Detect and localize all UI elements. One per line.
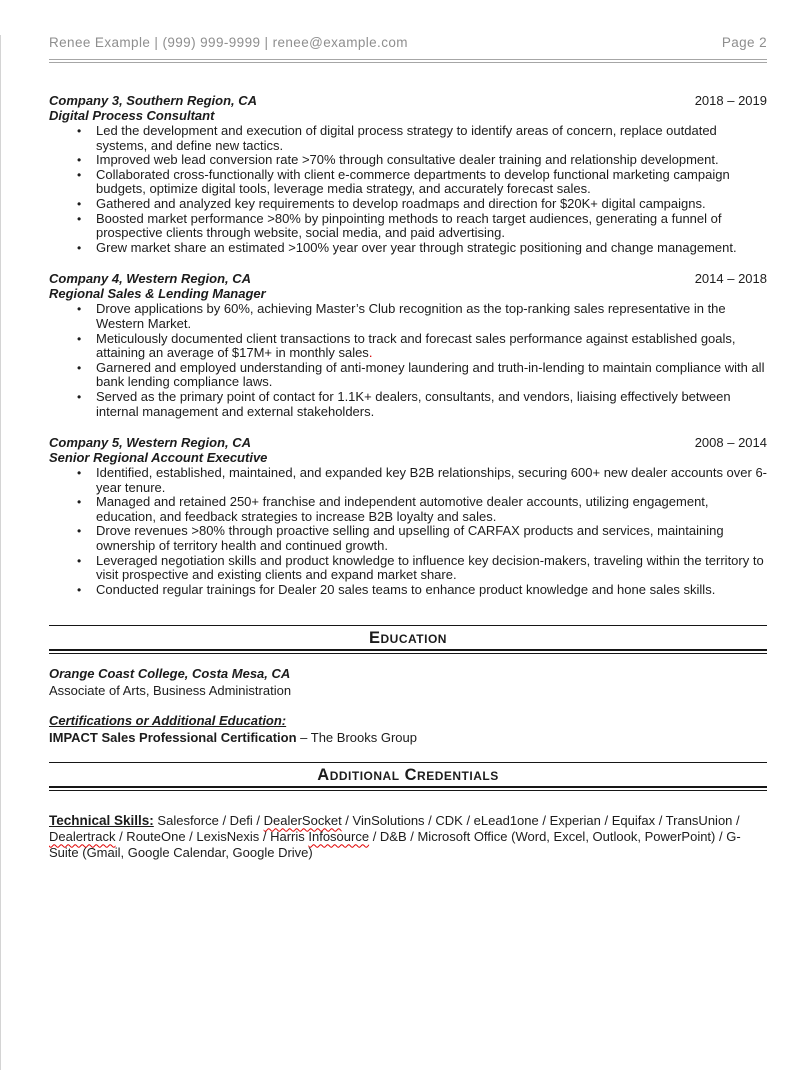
technical-skills-label: Technical Skills:	[49, 813, 154, 829]
job-section-company-4	[49, 271, 767, 419]
job-title: Digital Process Consultant	[49, 108, 215, 123]
bullet-item: • Drove applications by 60%, achieving Master’s Club recognition as the top-ranking sales representative in the Western Market.	[49, 302, 767, 331]
resume-page-2	[0, 35, 800, 1070]
job-section-company-3	[49, 93, 767, 255]
school-name: Orange Coast College, Costa Mesa, CA	[49, 666, 291, 682]
job-header	[49, 435, 767, 450]
job-dates: 2018 – 2019	[694, 93, 767, 108]
job-bullets	[49, 302, 767, 419]
certification-line	[49, 730, 767, 745]
page-header	[49, 35, 767, 50]
job-dates: 2008 – 2014	[694, 435, 767, 451]
certification-org: – The Brooks Group	[296, 730, 417, 746]
section-heading-underrule	[49, 653, 767, 654]
bullet-item: • Identified, established, maintained, and expanded key B2B relationships, securing 600+ new dealer accounts over 6-year tenure.	[49, 466, 767, 495]
header-page-number: Page 2	[721, 35, 767, 50]
job-bullets	[49, 124, 767, 255]
bullet-item: • Managed and retained 250+ franchise and independent automotive dealer accounts, utilizing engagement, education, and feedback strategies to increase B2B loyalty and sales.	[49, 495, 767, 524]
skills-text: Salesforce / Defi / DealerSocket / VinSolutions / CDK / eLead1one / Experian / Equifax / TransUnion / Dealertrack / RouteOne / LexisNexis / Harris Infosource / D&B / Microsoft Office (Word, Excel, Outlook, PowerPoint) / G-Suite (Gmail, Google Calendar, Google Drive)	[49, 813, 741, 861]
section-title-additional-credentials: Additional Credentials	[49, 763, 767, 788]
misspelled-word: Dealertrack	[49, 829, 116, 845]
section-title-education: Education	[49, 626, 767, 651]
company-name: Company 5, Western Region, CA	[49, 435, 252, 451]
additional-credentials-section-heading	[49, 762, 767, 791]
red-period: .	[368, 345, 373, 361]
company-name: Company 4, Western Region, CA	[49, 271, 252, 287]
degree: Associate of Arts, Business Administration	[49, 683, 292, 699]
job-header	[49, 271, 767, 286]
bullet-item: • Led the development and execution of digital process strategy to identify areas of concern, replace outdated systems, and define new tactics.	[49, 124, 767, 153]
certification-name: IMPACT Sales Professional Certification	[49, 730, 297, 746]
job-bullets	[49, 466, 767, 597]
bullet-item: • Improved web lead conversion rate >70% through consultative dealer training and relationship development.	[49, 153, 767, 168]
technical-skills-paragraph	[49, 813, 767, 861]
education-section-heading	[49, 625, 767, 654]
bullet-item: • Collaborated cross-functionally with client e-commerce departments to develop functional marketing campaign budgets, optimize digital tools, leverage media strategy, and accurately forecast sales.	[49, 168, 767, 197]
bullet-item: • Served as the primary point of contact for 1.1K+ dealers, consultants, and vendors, liaising effectively between internal management and external stakeholders.	[49, 390, 767, 419]
misspelled-word: DealerSocket	[263, 813, 342, 829]
company-name: Company 3, Southern Region, CA	[49, 93, 258, 108]
section-heading-underrule	[49, 790, 767, 791]
job-section-company-5	[49, 435, 767, 597]
bullet-item: • Boosted market performance >80% by pinpointing methods to reach target audiences, generating a funnel of prospective clients through website, social media, and paid advertising.	[49, 212, 767, 241]
job-dates: 2014 – 2018	[694, 271, 767, 287]
bullet-item: • Leveraged negotiation skills and product knowledge to influence key decision-makers, traveling within the territory to visit prospective and existing clients and expand market share.	[49, 554, 767, 583]
header-contact: Renee Example | (999) 999-9999 | renee@example.com	[49, 35, 408, 50]
job-header	[49, 93, 767, 108]
header-divider	[49, 59, 767, 63]
bullet-item: • Conducted regular trainings for Dealer 20 sales teams to enhance product knowledge and hone sales skills.	[49, 583, 767, 598]
bullet-item: • Grew market share an estimated >100% year over year through strategic positioning and change management.	[49, 241, 767, 256]
misspelled-word: Infosource	[308, 829, 370, 845]
certifications-label: Certifications or Additional Education:	[49, 713, 287, 729]
bullet-item: • Garnered and employed understanding of anti-money laundering and truth-in-lending to maintain compliance with all bank lending compliance laws.	[49, 361, 767, 390]
bullet-item: • Drove revenues >80% through proactive selling and upselling of CARFAX products and services, maintaining ownership of territory health and continued growth.	[49, 524, 767, 553]
bullet-item: • Meticulously documented client transactions to track and forecast sales performance against established goals, attaining an average of $17M+ in monthly sales.	[49, 332, 767, 361]
bullet-item: • Gathered and analyzed key requirements to develop roadmaps and direction for $20K+ digital campaigns.	[49, 197, 767, 212]
job-title: Regional Sales & Lending Manager	[49, 286, 266, 302]
job-title: Senior Regional Account Executive	[49, 450, 268, 466]
